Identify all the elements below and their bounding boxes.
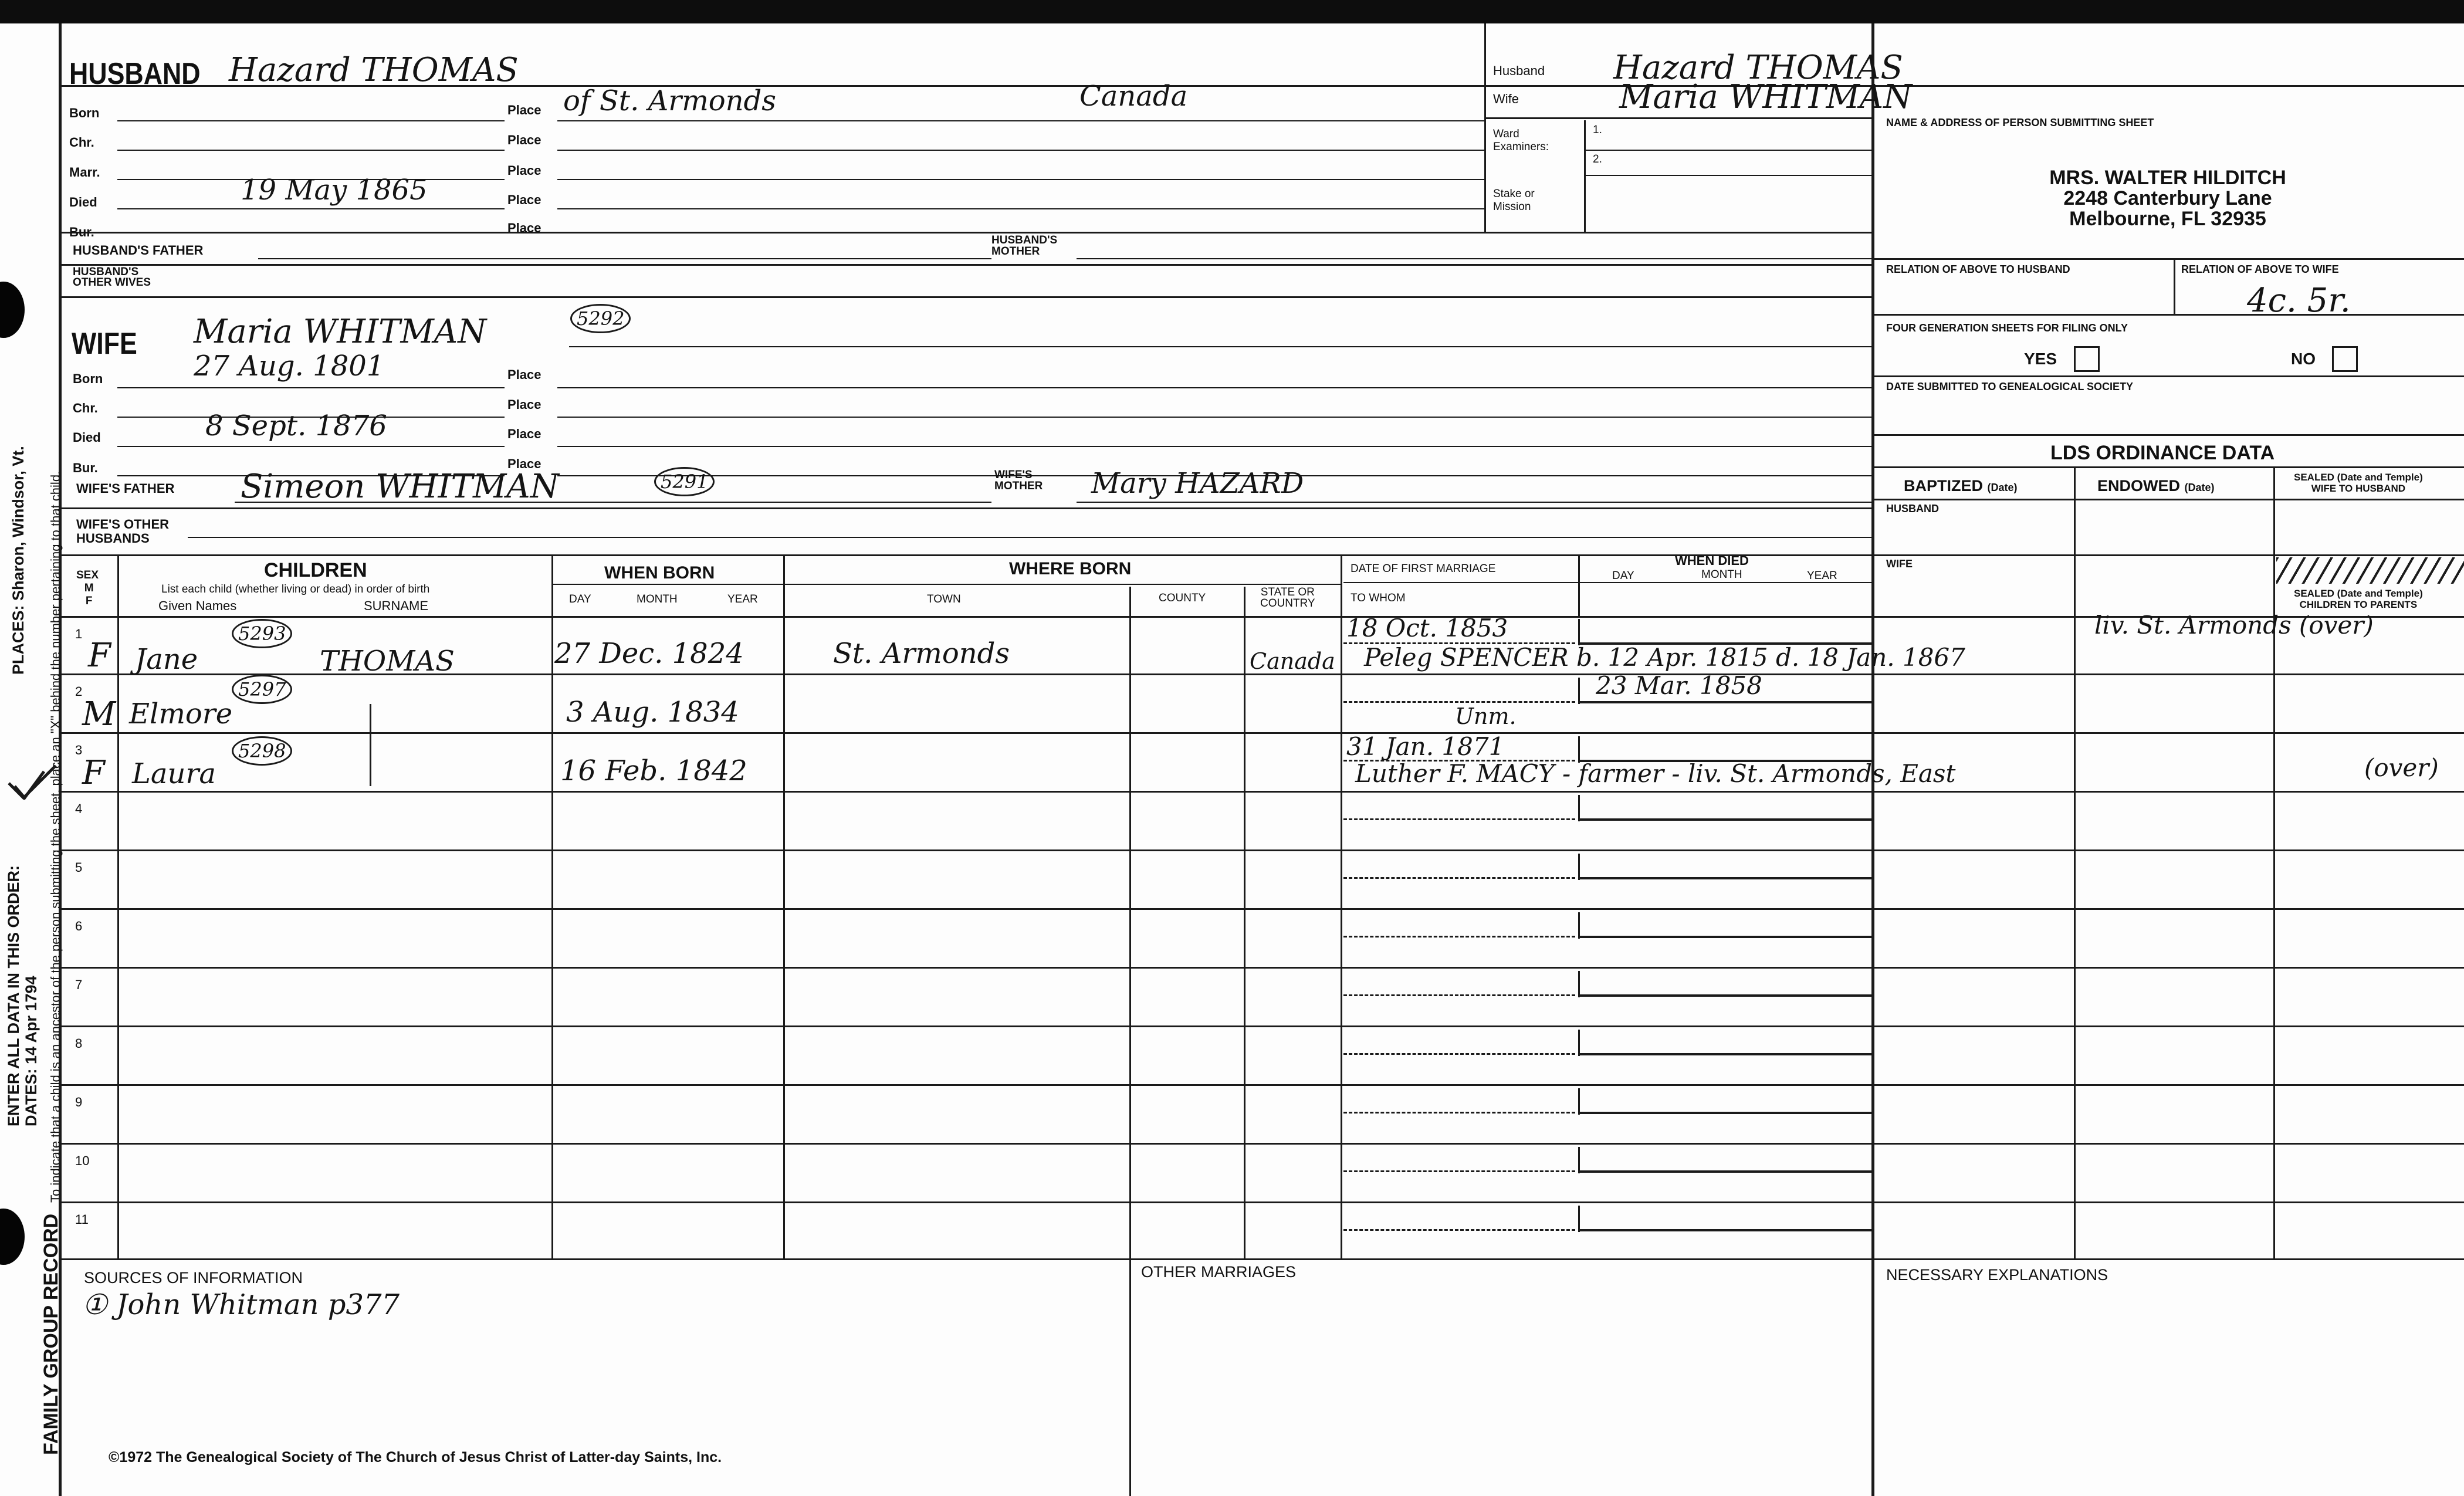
rule [1077, 258, 1871, 259]
died-tick [1578, 678, 1580, 704]
given-names-header: Given Names [158, 598, 237, 613]
table-row-line [59, 908, 2464, 910]
husband-born-country: Canada [1079, 80, 1188, 113]
marriage-date-line [1343, 701, 1575, 703]
died-label: Died [69, 195, 97, 209]
sealed-children-header: SEALED (Date and Temple) CHILDREN TO PARENTS [2294, 588, 2423, 610]
row-number: 7 [75, 977, 83, 992]
rule [557, 150, 1484, 151]
died-tick [1578, 854, 1580, 880]
child-born: 3 Aug. 1834 [566, 696, 739, 729]
rule [117, 208, 505, 209]
date-submitted-label: DATE SUBMITTED TO GENEALOGICAL SOCIETY [1886, 381, 2134, 392]
child-spouse: Luther F. MACY - farmer - liv. St. Armonds, East [1355, 759, 1956, 788]
row-number: 9 [75, 1095, 83, 1109]
died-tick [1578, 1147, 1580, 1173]
rule [1871, 314, 2464, 316]
child-id: 5297 [232, 675, 292, 704]
submitter-city: Melbourne, FL 32935 [2069, 208, 2266, 230]
col-line [1244, 587, 1245, 1258]
place-label: Place [507, 103, 541, 117]
row-number: 4 [75, 801, 83, 816]
relation-wife-value: 4c. 5r. [2247, 282, 2351, 320]
row-number: 6 [75, 919, 83, 933]
marriage-date-line [1343, 1053, 1575, 1055]
yes-label: YES [2024, 350, 2057, 368]
form-title: FAMILY GROUP RECORD [40, 1213, 62, 1455]
place-label: Place [507, 192, 541, 207]
table-row-line [59, 1084, 2464, 1086]
header-wife-value: Maria WHITMAN [1619, 78, 1913, 116]
county-header: COUNTY [1159, 592, 1206, 604]
died-date-line [1578, 1170, 1871, 1173]
rule [258, 258, 991, 259]
rule [59, 232, 1871, 233]
child-country: Canada [1250, 648, 1335, 674]
died-tick [1578, 1030, 1580, 1056]
marriage-date-line [1343, 877, 1575, 879]
place-label: Place [507, 133, 541, 147]
husbands-other-wives-label: HUSBAND'S OTHER WIVES [73, 266, 151, 289]
table-row-line [59, 1025, 2464, 1027]
child-born: 16 Feb. 1842 [560, 754, 747, 787]
wife-id: 5292 [570, 304, 631, 333]
died-day-header: DAY [1612, 570, 1634, 582]
child-sex: F [88, 637, 111, 675]
died-date-line [1578, 994, 1871, 997]
marriage-date-line [1343, 1170, 1575, 1172]
surname-header: SURNAME [364, 598, 429, 613]
child-died: 23 Mar. 1858 [1596, 671, 1762, 700]
children-note: List each child (whether living or dead) in order of birth [161, 583, 430, 595]
rule [1871, 499, 2464, 500]
rule [1484, 117, 1871, 119]
frame-left [59, 23, 62, 1496]
chr-label: Chr. [73, 401, 98, 415]
examiner-2: 2. [1593, 153, 1602, 165]
margin-places: PLACES: Sharon, Windsor, Vt. [9, 446, 27, 675]
rule [1077, 502, 1871, 503]
marriage-date-line [1343, 936, 1575, 937]
source-entry: ① John Whitman p377 [82, 1288, 400, 1321]
marriage-date-line [1343, 1229, 1575, 1231]
baptized-header: BAPTIZED (Date) [1904, 477, 2018, 495]
copyright: ©1972 The Genealogical Society of The Church of Jesus Christ of Latter-day Saints, Inc. [109, 1449, 722, 1465]
child-id: 5293 [232, 619, 292, 648]
yes-checkbox[interactable] [2074, 346, 2100, 372]
died-date-line [1578, 936, 1871, 938]
marriage-date-line [1343, 1112, 1575, 1113]
rule [1871, 258, 2464, 260]
died-year-header: YEAR [1807, 570, 1837, 582]
wife-father: Simeon WHITMAN [241, 468, 559, 506]
rule [557, 446, 1871, 447]
header-husband-value: Hazard THOMAS [1613, 49, 1903, 87]
marriage-date-line [1343, 994, 1575, 996]
first-marriage-header: DATE OF FIRST MARRIAGE [1351, 563, 1496, 575]
relation-husband-label: RELATION OF ABOVE TO HUSBAND [1886, 263, 2070, 275]
row-number: 1 [75, 627, 83, 641]
rule [117, 387, 505, 388]
day-header: DAY [569, 593, 591, 605]
col-line [1578, 554, 1580, 616]
died-month-header: MONTH [1701, 568, 1742, 581]
rule [59, 554, 2464, 556]
row-number: 11 [75, 1212, 89, 1227]
child-spouse: Peleg SPENCER b. 12 Apr. 1815 d. 18 Jan. 1867 [1364, 643, 1965, 672]
child-note: liv. St. Armonds (over) [2094, 611, 2374, 639]
place-label: Place [507, 427, 541, 441]
rule [117, 120, 505, 121]
submitter-street: 2248 Canterbury Lane [2063, 187, 2272, 209]
when-died-header: WHEN DIED [1675, 553, 1749, 568]
rule [188, 537, 1871, 538]
marriage-date-line [1343, 818, 1575, 820]
checkmark-icon [12, 769, 47, 804]
rule [569, 346, 1871, 347]
year-header: YEAR [727, 593, 758, 605]
born-label: Born [73, 371, 103, 386]
child-born: 27 Dec. 1824 [554, 637, 744, 670]
died-tick [1578, 971, 1580, 997]
endowed-header: ENDOWED (Date) [2097, 477, 2215, 495]
no-label: NO [2291, 350, 2316, 368]
ward-divider [1584, 120, 1586, 232]
died-date-line [1578, 701, 1871, 703]
rule [551, 584, 1341, 585]
rule [59, 507, 1871, 509]
wifes-other-husbands-label: WIFE'S OTHER HUSBANDS [76, 517, 170, 546]
rule [59, 1258, 2464, 1260]
sex-header: SEX M F [76, 569, 99, 607]
header-divider [1484, 23, 1486, 232]
submitter-name: MRS. WALTER HILDITCH [2049, 167, 2286, 189]
table-row-line [59, 1201, 2464, 1203]
place-label: Place [507, 456, 541, 471]
died-tick [1578, 619, 1580, 645]
necessary-explanations-label: NECESSARY EXPLANATIONS [1886, 1266, 2108, 1284]
row-number: 5 [75, 860, 83, 875]
row-number: 10 [75, 1153, 90, 1168]
col-line [117, 554, 119, 1258]
row-number: 2 [75, 684, 83, 699]
scan-top-edge [0, 0, 2464, 23]
wife-born-date: 27 Aug. 1801 [194, 350, 385, 383]
marr-label: Marr. [69, 165, 100, 180]
when-born-header: WHEN BORN [604, 563, 715, 583]
rule [117, 446, 505, 447]
rule [557, 208, 1484, 209]
rule [59, 296, 1871, 298]
rule [1871, 375, 2464, 377]
margin-dates: DATES: 14 Apr 1794 [22, 976, 40, 1126]
col-line [1341, 554, 1342, 1258]
punch-hole [0, 282, 25, 338]
col-line [783, 554, 785, 1258]
died-date-line [1578, 1229, 1871, 1231]
rule [557, 179, 1484, 180]
no-checkbox[interactable] [2332, 346, 2358, 372]
row-number: 3 [75, 743, 83, 757]
submitter-label: NAME & ADDRESS OF PERSON SUBMITTING SHEET [1886, 117, 2154, 128]
child-surname: THOMAS [320, 645, 455, 678]
born-label: Born [69, 106, 100, 120]
town-header: TOWN [927, 593, 961, 605]
rule [1584, 150, 1871, 151]
rule [1871, 466, 2464, 468]
col-line [1129, 587, 1131, 1258]
place-label: Place [507, 367, 541, 382]
died-date-line [1578, 1112, 1871, 1114]
state-country-header: STATE OR COUNTRY [1260, 586, 1315, 610]
table-row-line [59, 1143, 2464, 1145]
lds-wife-label: WIFE [1886, 558, 1913, 570]
margin-instruction: To indicate that a child is an ancestor of the person submitting the sheet, place an "X" behind the number pertaining to that child. [48, 471, 63, 1203]
table-row-line [59, 732, 2464, 734]
child-sex: M [82, 695, 116, 733]
child-given-name: Jane [135, 643, 198, 676]
examiner-1: 1. [1593, 124, 1602, 136]
table-row-line [59, 967, 2464, 969]
rule [1871, 434, 2464, 436]
died-date-line [1578, 818, 1871, 821]
chr-label: Chr. [69, 135, 94, 150]
rule [557, 417, 1871, 418]
col-line [2174, 258, 2175, 314]
wife-father-id: 5291 [654, 467, 715, 496]
relation-wife-label: RELATION OF ABOVE TO WIFE [2181, 263, 2339, 275]
children-header: CHILDREN [264, 559, 367, 581]
husband-name: Hazard THOMAS [229, 51, 519, 89]
pen-stroke [370, 704, 371, 786]
where-born-header: WHERE BORN [1009, 559, 1132, 578]
rule [59, 264, 1871, 266]
lds-title: LDS ORDINANCE DATA [2050, 442, 2275, 464]
wife-name: Maria WHITMAN [194, 313, 487, 351]
col-line [2074, 466, 2076, 1258]
died-date-line [1578, 877, 1871, 879]
row-number: 8 [75, 1036, 83, 1051]
died-tick [1578, 795, 1580, 821]
child-note: (over) [2364, 753, 2439, 782]
rule [117, 150, 505, 151]
stake-mission-label: Stake or Mission [1493, 188, 1535, 213]
ward-examiners-label: Ward Examiners: [1493, 128, 1549, 153]
place-label: Place [507, 221, 541, 235]
lds-husband-label: HUSBAND [1886, 503, 1939, 515]
died-tick [1578, 1088, 1580, 1115]
wife-died-date: 8 Sept. 1876 [205, 409, 387, 442]
place-label: Place [507, 163, 541, 178]
punch-hole [0, 1209, 25, 1265]
col-line [551, 554, 553, 1258]
husband-born-place: of St. Armonds [563, 84, 776, 117]
col-line [1129, 1258, 1131, 1496]
table-row-line [59, 849, 2464, 851]
husband-heading: HUSBAND [69, 57, 201, 91]
rule [1584, 175, 1871, 176]
table-row-line [59, 791, 2464, 793]
col-line [2273, 466, 2275, 1258]
to-whom-header: TO WHOM [1351, 592, 1406, 604]
died-date-line [1578, 1053, 1871, 1055]
child-marriage-date: 31 Jan. 1871 [1346, 732, 1505, 761]
blocked-area [2276, 557, 2464, 584]
child-town: St. Armonds [833, 637, 1010, 670]
child-given-name: Elmore [129, 698, 233, 730]
child-sex: F [82, 754, 105, 792]
died-tick [1578, 1206, 1580, 1232]
wife-heading: WIFE [72, 327, 137, 361]
rule [557, 120, 1484, 121]
died-tick [1578, 912, 1580, 939]
bur-label: Bur. [69, 225, 94, 239]
child-spouse: Unm. [1455, 703, 1517, 729]
wifes-father-label: WIFE'S FATHER [76, 481, 175, 496]
four-generation-label: FOUR GENERATION SHEETS FOR FILING ONLY [1886, 322, 2128, 334]
other-marriages-label: OTHER MARRIAGES [1141, 1263, 1297, 1281]
sources-label: SOURCES OF INFORMATION [84, 1269, 303, 1287]
rule [1343, 582, 1871, 583]
husband-label: Husband [1493, 63, 1545, 78]
sealed-wife-header: SEALED (Date and Temple) WIFE TO HUSBAND [2294, 472, 2423, 494]
margin-order: ENTER ALL DATA IN THIS ORDER: [5, 865, 22, 1126]
wifes-mother-label: WIFE'S MOTHER [994, 469, 1043, 492]
husband-died-date: 19 May 1865 [241, 174, 428, 207]
husbands-mother-label: HUSBAND'S MOTHER [991, 234, 1058, 258]
child-given-name: Laura [132, 757, 216, 790]
child-id: 5298 [232, 736, 292, 766]
wife-label: Wife [1493, 92, 1519, 106]
child-marriage-date: 18 Oct. 1853 [1346, 614, 1508, 642]
husbands-father-label: HUSBAND'S FATHER [73, 243, 204, 258]
month-header: MONTH [637, 593, 678, 605]
died-label: Died [73, 430, 101, 445]
wife-mother: Mary HAZARD [1091, 467, 1304, 500]
rule [557, 387, 1871, 388]
bur-label: Bur. [73, 461, 98, 475]
place-label: Place [507, 397, 541, 412]
